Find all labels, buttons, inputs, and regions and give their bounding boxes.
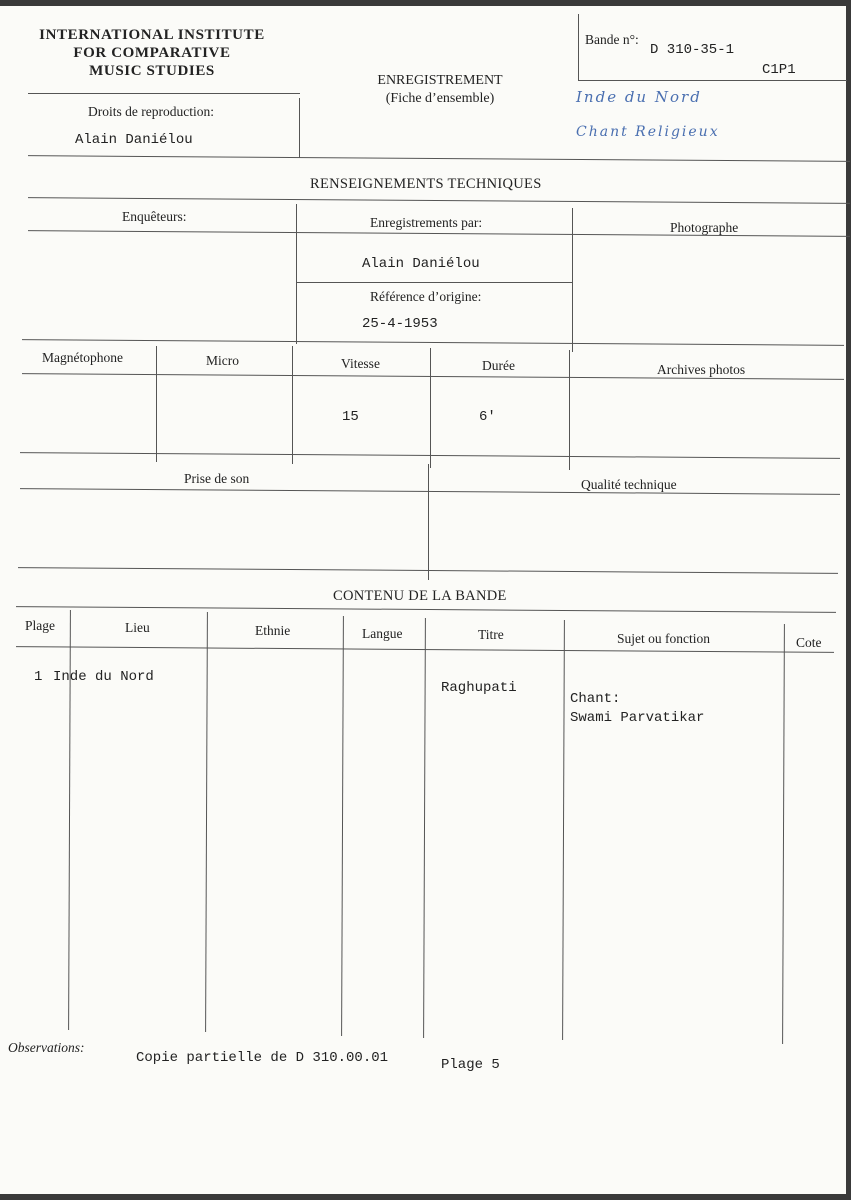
institute-line-1: INTERNATIONAL INSTITUTE <box>39 27 265 43</box>
equip-col-rule-2 <box>292 346 293 464</box>
form-subtitle: (Fiche d’ensemble) <box>385 91 495 106</box>
vitesse-value: 15 <box>342 409 359 425</box>
observations-label: Observations: <box>8 1040 85 1055</box>
row-plage: 1 <box>34 669 43 685</box>
row-sujet-line-1: Chant: <box>570 691 621 707</box>
contents-col-rule-3 <box>341 616 344 1036</box>
contents-col-rule-4 <box>423 618 426 1038</box>
photographe-label: Photographe <box>670 220 739 235</box>
equip-col-rule-4 <box>569 350 570 470</box>
duree-label: Durée <box>482 358 515 373</box>
observations-plage: Plage 5 <box>441 1057 500 1073</box>
bande-label: Bande n°: <box>585 32 639 47</box>
contents-title-rule <box>16 606 836 613</box>
vitesse-label: Vitesse <box>341 356 380 371</box>
institute-line-2: FOR COMPARATIVE <box>73 45 231 61</box>
contents-col-rule-5 <box>562 620 565 1040</box>
magnetophone-label: Magnétophone <box>42 350 123 365</box>
equipment-top-rule <box>22 339 844 346</box>
reference-value: 25-4-1953 <box>362 316 438 332</box>
contents-section-title: CONTENU DE LA BANDE <box>333 588 507 604</box>
row-titre: Raghupati <box>441 680 517 696</box>
equip-col-rule-3 <box>430 348 431 468</box>
technical-section-title: RENSEIGNEMENTS TECHNIQUES <box>310 176 542 192</box>
form-title: ENREGISTREMENT <box>377 73 503 88</box>
col-langue: Langue <box>362 626 403 641</box>
bande-number: D 310-35-1 <box>650 42 735 58</box>
col-cote: Cote <box>796 635 822 650</box>
form-title-block <box>345 72 535 108</box>
contents-col-rule-6 <box>782 624 785 1044</box>
prise-header-rule <box>20 488 840 495</box>
micro-label: Micro <box>206 353 239 368</box>
enregistrements-label: Enregistrements par: <box>370 215 483 230</box>
form-sheet <box>0 6 846 1194</box>
section-rule-1 <box>28 155 850 162</box>
col-sujet: Sujet ou fonction <box>617 631 710 646</box>
reference-label: Référence d’origine: <box>370 289 482 304</box>
section-rule-2 <box>28 197 850 204</box>
enqueteurs-label: Enquêteurs: <box>122 209 187 224</box>
tech-col-rule-1 <box>296 204 297 344</box>
duree-value: 6' <box>479 409 496 425</box>
bande-code: C1P1 <box>762 62 796 78</box>
row-sujet-line-2: Swami Parvatikar <box>570 710 705 726</box>
handwritten-region: Inde du Nord <box>576 88 702 106</box>
col-titre: Titre <box>478 627 504 642</box>
col-ethnie: Ethnie <box>255 623 291 638</box>
rights-label: Droits de reproduction: <box>88 104 214 119</box>
institute-line-3: MUSIC STUDIES <box>89 63 215 79</box>
reference-rule <box>296 282 572 283</box>
prise-col-rule <box>428 464 429 580</box>
rights-right-rule <box>299 98 300 158</box>
rights-value: Alain Daniélou <box>75 132 193 148</box>
equip-col-rule-1 <box>156 346 157 462</box>
contents-col-rule-2 <box>205 612 208 1032</box>
rights-top-rule <box>28 93 300 94</box>
tech-col-rule-2 <box>572 208 573 352</box>
handwritten-genre: Chant Religieux <box>576 124 720 140</box>
qualite-label: Qualité technique <box>581 477 677 492</box>
prise-label: Prise de son <box>184 471 250 486</box>
observations-value: Copie partielle de D 310.00.01 <box>136 1050 389 1066</box>
institute-name <box>22 26 282 80</box>
archives-label: Archives photos <box>657 362 746 377</box>
col-plage: Plage <box>25 618 55 633</box>
enregistrements-value: Alain Daniélou <box>362 256 480 272</box>
row-lieu: Inde du Nord <box>53 669 154 685</box>
col-lieu: Lieu <box>125 620 150 635</box>
